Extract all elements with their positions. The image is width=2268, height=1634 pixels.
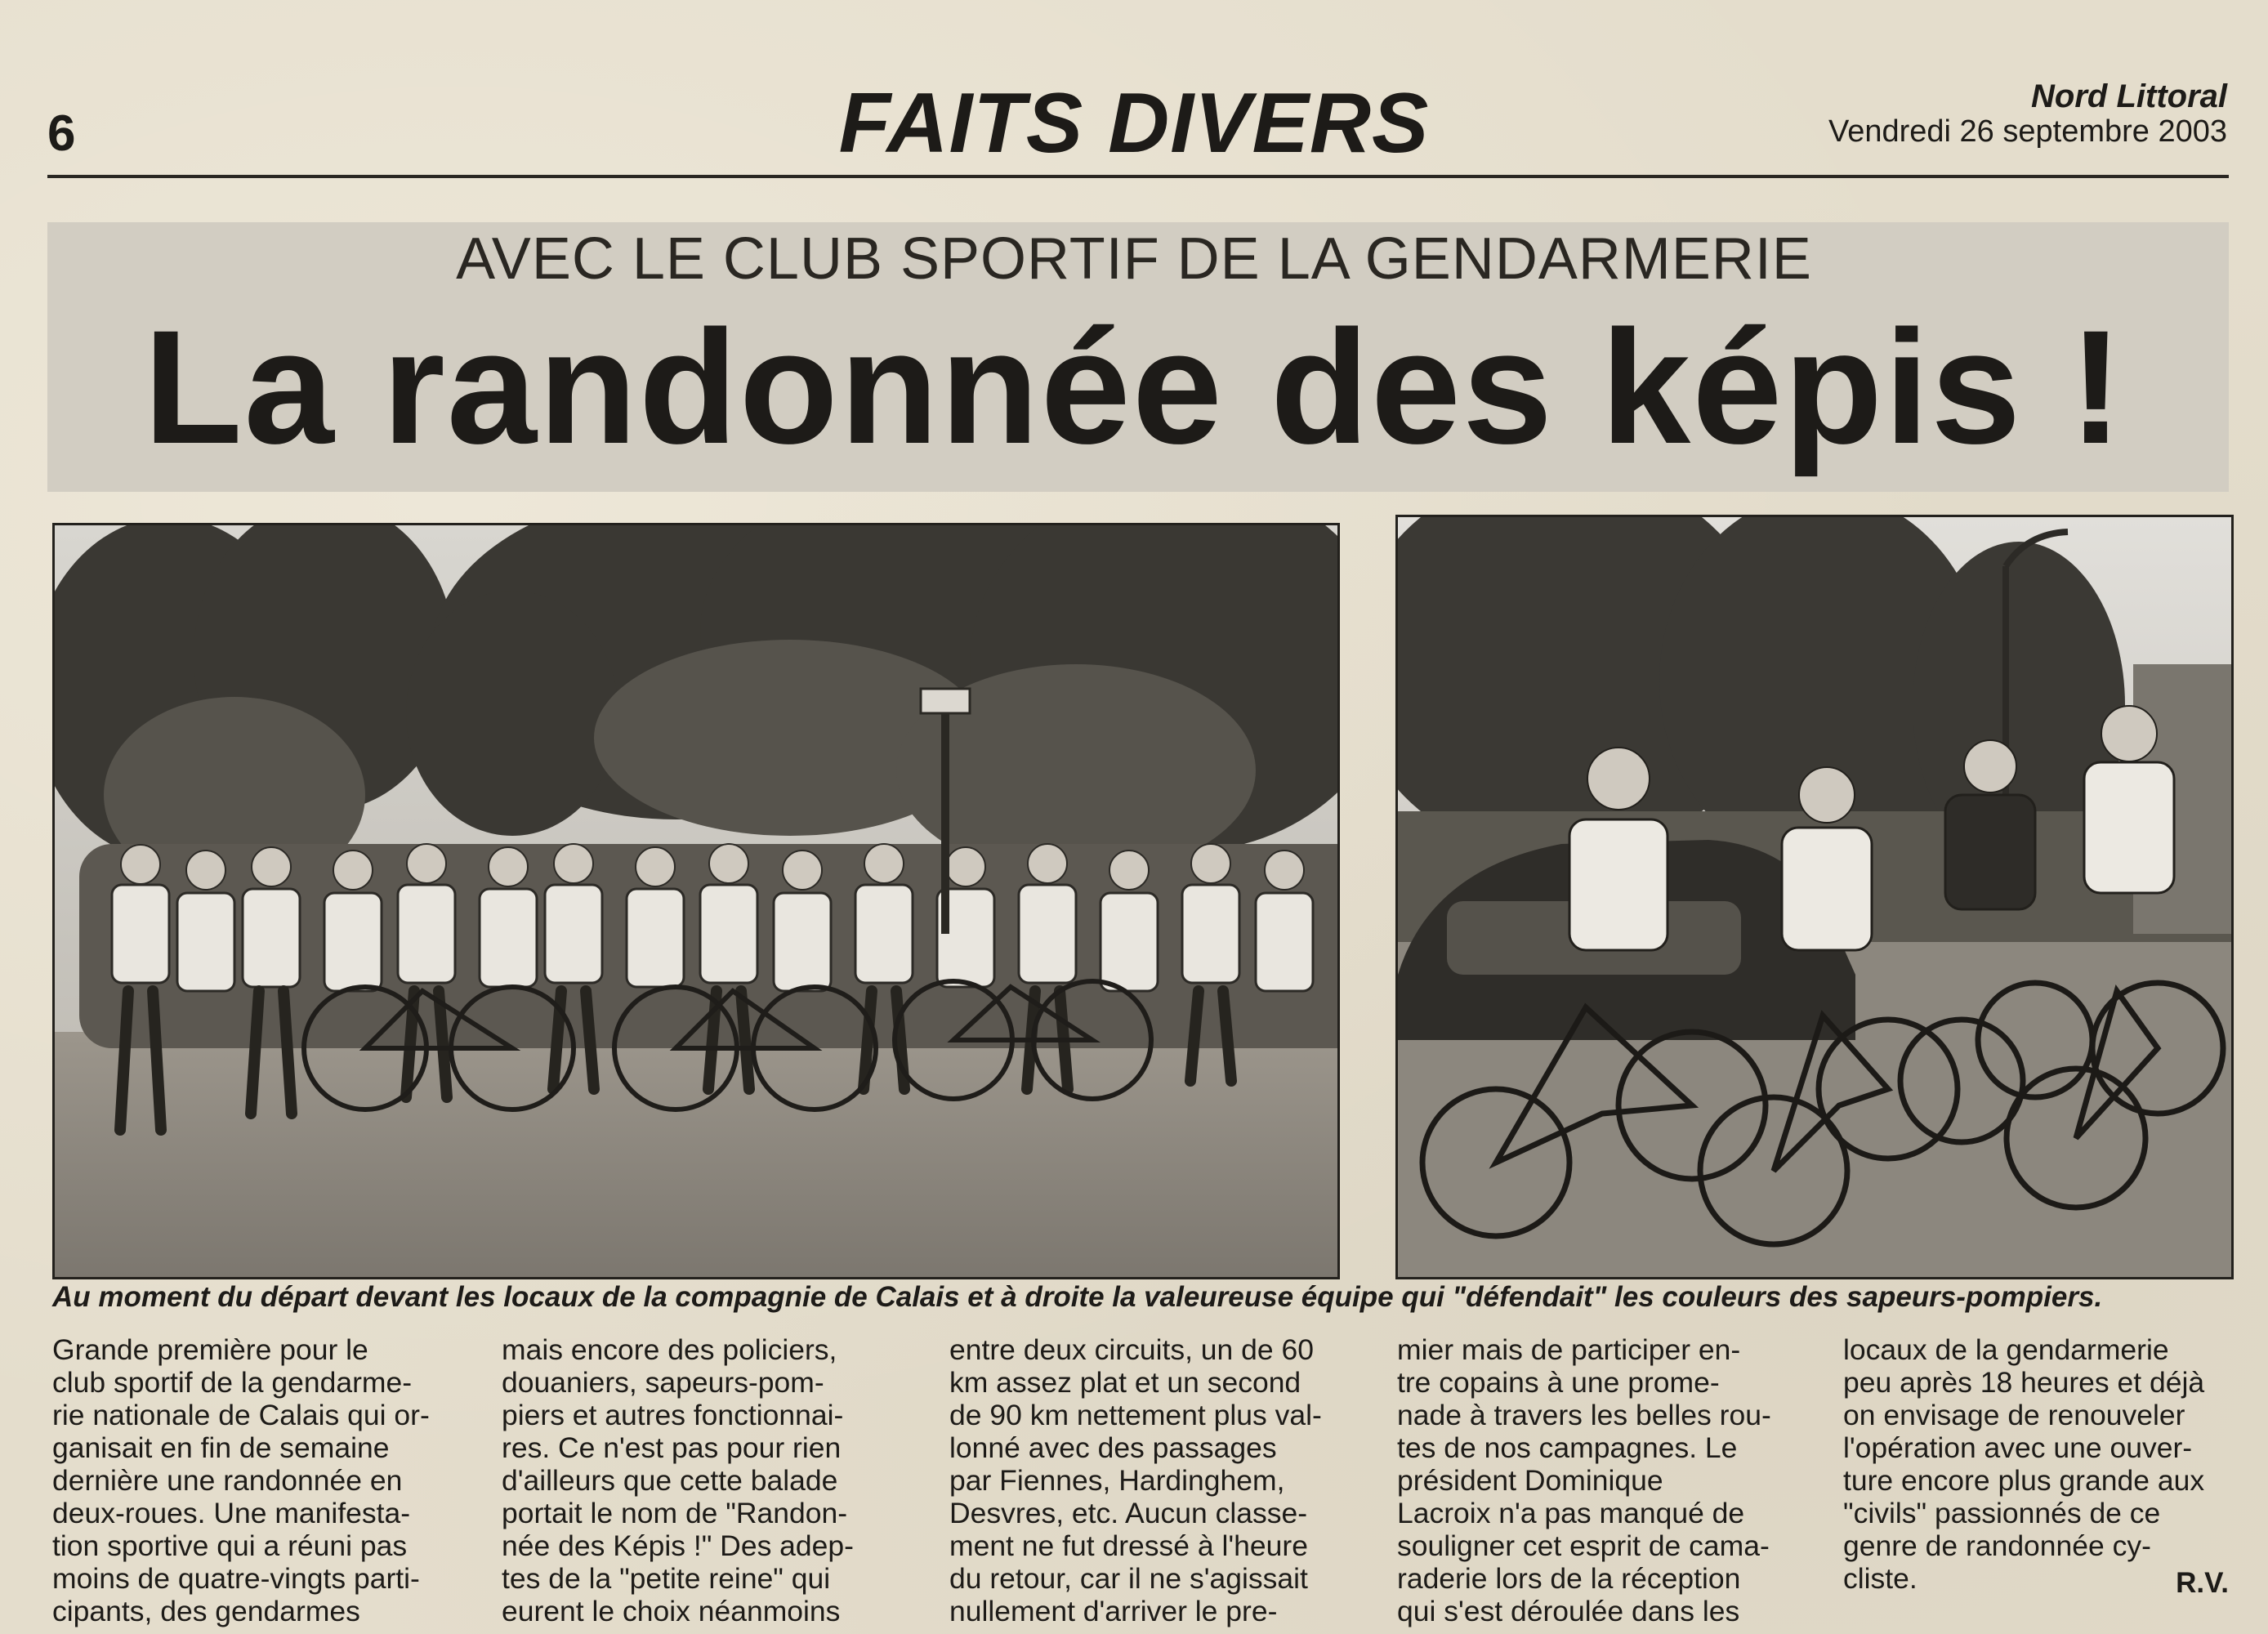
column-line: portait le nom de "Randon- <box>502 1497 848 1529</box>
column-line: on envisage de renouveler <box>1843 1399 2185 1431</box>
firefighter-cyclists-photo <box>1395 515 2234 1279</box>
column-line: raderie lors de la réception <box>1397 1562 1741 1595</box>
column-line: mier mais de participer en- <box>1397 1333 1741 1366</box>
column-line: douaniers, sapeurs-pom- <box>502 1366 824 1399</box>
column-line: l'opération avec une ouver- <box>1843 1431 2193 1464</box>
article-column-2 <box>502 1333 900 1627</box>
column-line: tre copains à une prome- <box>1397 1366 1720 1399</box>
column-line: président Dominique <box>1397 1464 1663 1497</box>
article-headline: La randonnée des képis ! <box>143 297 2125 477</box>
column-line: rie nationale de Calais qui or- <box>52 1399 430 1431</box>
article-column-4 <box>1397 1333 1796 1627</box>
column-line: Lacroix n'a pas manqué de <box>1397 1497 1745 1529</box>
column-line: tes de la "petite reine" qui <box>502 1562 831 1595</box>
column-line: nade à travers les belles rou- <box>1397 1399 1771 1431</box>
column-line: ment ne fut dressé à l'heure <box>949 1529 1308 1562</box>
author-signature: R.V. <box>2176 1567 2229 1599</box>
column-line: piers et autres fonctionnai- <box>502 1399 844 1431</box>
column-line: deux-roues. Une manifesta- <box>52 1497 411 1529</box>
column-line: ganisait en fin de semaine <box>52 1431 390 1464</box>
column-line: Grande première pour le <box>52 1333 368 1366</box>
article-column-5 <box>1843 1333 2242 1595</box>
column-line: entre deux circuits, un de 60 <box>949 1333 1314 1366</box>
column-line: nullement d'arriver le pre- <box>949 1595 1278 1627</box>
section-title: FAITS DIVERS <box>838 76 1430 171</box>
publication-name: Nord Littoral <box>2031 78 2227 114</box>
column-line: par Fiennes, Hardinghem, <box>949 1464 1285 1497</box>
column-line: locaux de la gendarmerie <box>1843 1333 2169 1366</box>
article-column-3 <box>949 1333 1348 1627</box>
column-line: d'ailleurs que cette balade <box>502 1464 838 1497</box>
column-line: cipants, des gendarmes <box>52 1595 360 1627</box>
column-line: mais encore des policiers, <box>502 1333 837 1366</box>
group-of-cyclists-photo <box>52 523 1340 1279</box>
column-line: tion sportive qui a réuni pas <box>52 1529 408 1562</box>
column-line: ture encore plus grande aux <box>1843 1464 2205 1497</box>
column-line: souligner cet esprit de cama- <box>1397 1529 1770 1562</box>
column-line: cliste. <box>1843 1562 1918 1595</box>
column-line: qui s'est déroulée dans les <box>1397 1595 1740 1627</box>
header-divider <box>47 175 2229 178</box>
column-line: lonné avec des passages <box>949 1431 1277 1464</box>
column-line: res. Ce n'est pas pour rien <box>502 1431 842 1464</box>
column-line: dernière une randonnée en <box>52 1464 403 1497</box>
page-number: 6 <box>47 105 76 162</box>
issue-date: Vendredi 26 septembre 2003 <box>1828 114 2227 149</box>
column-line: Desvres, etc. Aucun classe- <box>949 1497 1308 1529</box>
column-line: moins de quatre-vingts parti- <box>52 1562 420 1595</box>
column-line: km assez plat et un second <box>949 1366 1301 1399</box>
column-line: née des Képis !" Des adep- <box>502 1529 854 1562</box>
photo-caption: Au moment du départ devant les locaux de la compagnie de Calais et à droite la valeureuse équipe qui "défendait" les couleurs des sapeurs-pompiers. <box>52 1281 2103 1313</box>
column-line: peu après 18 heures et déjà <box>1843 1366 2205 1399</box>
column-line: tes de nos campagnes. Le <box>1397 1431 1738 1464</box>
column-line: "civils" passionnés de ce <box>1843 1497 2161 1529</box>
column-line: genre de randonnée cy- <box>1843 1529 2151 1562</box>
article-column-1 <box>52 1333 451 1627</box>
column-line: du retour, car il ne s'agissait <box>949 1562 1308 1595</box>
article-kicker: AVEC LE CLUB SPORTIF DE LA GENDARMERIE <box>456 226 1812 292</box>
column-line: club sportif de la gendarme- <box>52 1366 413 1399</box>
column-line: eurent le choix néanmoins <box>502 1595 841 1627</box>
column-line: de 90 km nettement plus val- <box>949 1399 1322 1431</box>
